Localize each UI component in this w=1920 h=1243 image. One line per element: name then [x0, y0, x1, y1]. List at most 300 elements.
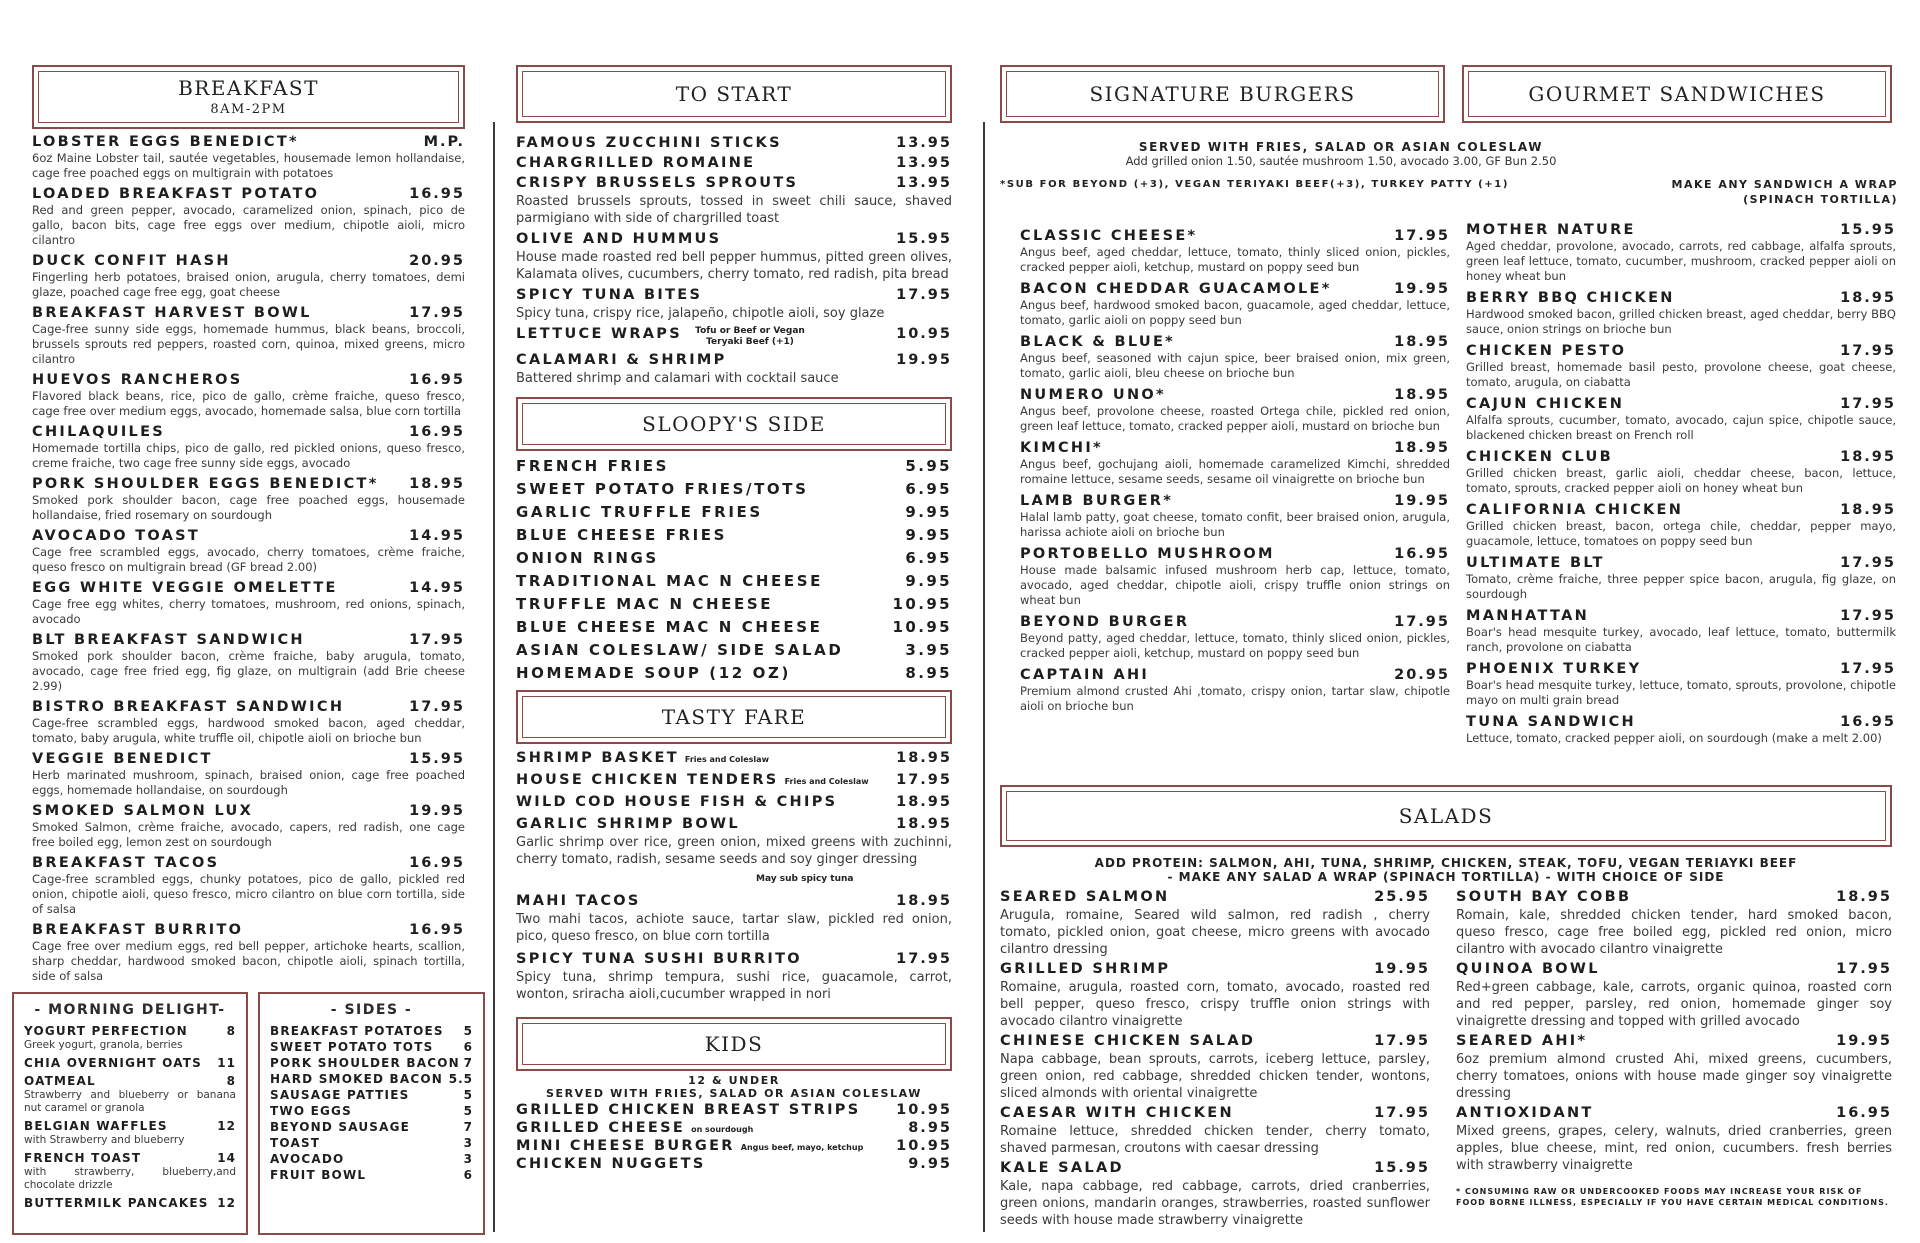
item-left: [32, 751, 213, 767]
item-name: SEARED AHI*: [1456, 1033, 1588, 1049]
item-row: [516, 641, 952, 659]
item-row: [1020, 228, 1450, 244]
item-name: ANTIOXIDANT: [1456, 1105, 1594, 1121]
item-row: [32, 424, 465, 440]
item-description: Boar's head mesquite turkey, avocado, leaf lettuce, tomato, buttermilk ranch, provolone on ciabatta: [1466, 625, 1896, 654]
item-left: [516, 595, 773, 613]
item-row: [1456, 1033, 1892, 1049]
item-description: Beyond patty, aged cheddar, lettuce, tomato, thinly sliced onion, pickles, cracked pepper aioli, ketchup, mustard on poppy seed bun: [1020, 631, 1450, 660]
item-price: 7: [463, 1056, 473, 1070]
item-price: 18.95: [1840, 502, 1896, 518]
item-price: 19.95: [896, 352, 952, 368]
item-price: 17.95: [896, 951, 952, 967]
item-price: 19.95: [409, 803, 465, 819]
item-price: 10.95: [896, 1138, 952, 1154]
item-description: Boar's head mesquite turkey, lettuce, tomato, sprouts, provolone, chipotle mayo on multi grain bread: [1466, 678, 1896, 707]
item-row: [24, 1196, 236, 1210]
item-left: [516, 1120, 753, 1136]
item-left: [24, 1024, 188, 1038]
breakfast-section: [32, 65, 465, 984]
item-name: BREAKFAST HARVEST BOWL: [32, 305, 312, 321]
menu-item: [24, 1024, 236, 1052]
item-name: WILD COD HOUSE FISH & CHIPS: [516, 794, 838, 810]
menu-item: [32, 699, 465, 746]
item-name: OATMEAL: [24, 1074, 96, 1088]
item-row: [32, 134, 465, 150]
item-name: LOBSTER EGGS BENEDICT*: [32, 134, 299, 150]
item-description: Grilled chicken breast, bacon, ortega chile, cheddar, pepper mayo, guacamole, lettuce, tomatoes on poppy seed bun: [1466, 519, 1896, 548]
salads-right-column: [1456, 886, 1892, 1229]
item-description: Romain, kale, shredded chicken tender, hard smoked bacon, queso fresco, cage free boiled egg, pickled red onion, micro cilantro with avocado cilantro vinaigrette: [1456, 908, 1892, 957]
item-row: [270, 1072, 473, 1086]
item-price: 13.95: [896, 155, 952, 171]
sloopys-list: [516, 457, 952, 682]
item-price: 14: [217, 1151, 236, 1165]
item-description: Hardwood smoked bacon, grilled chicken breast, aged cheddar, berry BBQ sauce, onion strings on brioche bun: [1466, 307, 1896, 336]
item-row: [1020, 387, 1450, 403]
item-left: [270, 1088, 409, 1102]
item-row: [1020, 614, 1450, 630]
kids-list: [516, 1102, 952, 1172]
item-price: 18.95: [409, 476, 465, 492]
burger-list: [1020, 222, 1450, 714]
box-title: - SIDES -: [330, 1002, 413, 1018]
item-name: TRUFFLE MAC N CHEESE: [516, 595, 774, 613]
menu-item: [516, 457, 952, 475]
item-left: [1466, 661, 1641, 677]
item-row: [270, 1088, 473, 1102]
salads-section: [1000, 785, 1892, 1229]
menu-item: [1020, 228, 1450, 275]
menu-item: [270, 1168, 473, 1182]
item-price: 9.95: [908, 1156, 952, 1172]
item-row: [270, 1056, 473, 1070]
item-price: 17.95: [896, 287, 952, 303]
item-name: BEYOND SAUSAGE: [270, 1120, 411, 1134]
item-price: 9.95: [905, 503, 952, 521]
item-price: 17.95: [1840, 661, 1896, 677]
item-description: Angus beef, provolone cheese, roasted Ortega chile, pickled red onion, green leaf lettuce, tomato, cracked pepper aioli, mustard on brioche bun: [1020, 404, 1450, 433]
item-description: Angus beef, seasoned with cajun spice, beer braised onion, mix green, tomato, garlic aioli, bleu cheese on brioche bun: [1020, 351, 1450, 380]
item-price: 20.95: [1394, 667, 1450, 683]
burger-sub-row: [1000, 177, 1898, 207]
item-description: Romaine lettuce, shredded chicken tender, cherry tomato, shaved parmesan, croutons with caesar dressing: [1000, 1124, 1430, 1156]
item-price: M.P.: [423, 134, 465, 150]
item-name: PORK SHOULDER EGGS BENEDICT*: [32, 476, 379, 492]
menu-item: [516, 641, 952, 659]
item-name: CRISPY BRUSSELS SPROUTS: [516, 175, 799, 191]
item-left: [24, 1074, 96, 1088]
item-name: TWO EGGS: [270, 1104, 352, 1118]
morning-list: [24, 1024, 236, 1210]
item-name: AVOCADO: [270, 1152, 345, 1166]
menu-item: [270, 1088, 473, 1102]
item-name: FRUIT BOWL: [270, 1168, 367, 1182]
item-name: CHICKEN PESTO: [1466, 343, 1627, 359]
menu-item: [32, 134, 465, 181]
item-row: [32, 253, 465, 269]
item-row: [270, 1152, 473, 1166]
section-title: SIGNATURE BURGERS: [1089, 82, 1356, 106]
menu-item: [24, 1074, 236, 1115]
salads-right-list: [1456, 889, 1892, 1174]
item-left: [1020, 281, 1332, 297]
item-left: [1000, 1105, 1234, 1121]
item-name: TUNA SANDWICH: [1466, 714, 1636, 730]
menu-item: [32, 922, 465, 984]
item-name: CAPTAIN AHI: [1020, 667, 1150, 683]
item-price: 17.95: [1840, 343, 1896, 359]
item-left: [32, 476, 379, 492]
item-name: TRADITIONAL MAC N CHEESE: [516, 572, 823, 590]
item-price: 17.95: [1836, 961, 1892, 977]
item-price: 8: [226, 1074, 236, 1088]
item-note: Angus beef, mayo, ketchup: [740, 1143, 864, 1152]
menu-item: [516, 794, 952, 810]
item-row: [516, 1156, 952, 1172]
item-left: [516, 287, 702, 303]
item-row: [1020, 440, 1450, 456]
item-row: [516, 595, 952, 613]
burgers-sub: *SUB FOR BEYOND (+3), VEGAN TERIYAKI BEEF(+3), TURKEY PATTY (+1): [1000, 179, 1509, 190]
item-name: ASIAN COLESLAW/ SIDE SALAD: [516, 641, 844, 659]
item-name: NUMERO UNO*: [1020, 387, 1166, 403]
item-left: [1466, 343, 1626, 359]
item-name: BLUE CHEESE MAC N CHEESE: [516, 618, 823, 636]
item-left: [1466, 608, 1589, 624]
menu-item: [24, 1151, 236, 1192]
kids-served: SERVED WITH FRIES, SALAD OR ASIAN COLESLAW: [545, 1087, 923, 1100]
item-name: BISTRO BREAKFAST SANDWICH: [32, 699, 345, 715]
section-subtitle: 8AM-2PM: [210, 102, 287, 117]
item-left: [516, 352, 727, 368]
item-price: 13.95: [896, 135, 952, 151]
item-left: [516, 893, 641, 909]
item-price: 18.95: [896, 750, 952, 766]
item-row: [24, 1056, 236, 1070]
item-row: [1466, 343, 1896, 359]
item-row: [32, 305, 465, 321]
item-note: on sourdough: [691, 1125, 754, 1134]
item-row: [1466, 661, 1896, 677]
item-left: [270, 1072, 443, 1086]
item-left: [24, 1119, 168, 1133]
item-description: Smoked pork shoulder bacon, cage free poached eggs, housemade hollandaise, fried rosemary on sourdough: [32, 493, 465, 522]
item-row: [270, 1040, 473, 1054]
menu-item: [1000, 1105, 1430, 1157]
item-row: [1020, 493, 1450, 509]
menu-item: [32, 186, 465, 248]
item-row: [516, 794, 952, 810]
item-price: 17.95: [1374, 1105, 1430, 1121]
item-description: Spicy tuna, shrimp tempura, sushi rice, guacamole, carrot, wonton, sriracha aioli,cucumber wrapped in nori: [516, 970, 952, 1002]
item-left: [516, 1138, 863, 1154]
menu-item: [1466, 449, 1896, 496]
item-row: [270, 1168, 473, 1182]
sandwich-list: [1466, 216, 1896, 746]
item-description: Homemade tortilla chips, pico de gallo, red pickled onions, queso fresco, creme fraiche, two cage free sunny side eggs, avocado: [32, 441, 465, 470]
item-name: CALIFORNIA CHICKEN: [1466, 502, 1684, 518]
item-left: [1020, 228, 1197, 244]
morning-delight-box: [12, 992, 248, 1235]
item-row: [32, 580, 465, 596]
item-left: [1466, 449, 1613, 465]
item-name: KALE SALAD: [1000, 1160, 1124, 1176]
item-left: [270, 1040, 433, 1054]
menu-item: [1466, 343, 1896, 390]
item-left: [270, 1120, 410, 1134]
item-row: [32, 803, 465, 819]
item-left: [516, 1102, 860, 1118]
item-price: 6: [463, 1040, 473, 1054]
item-left: [270, 1168, 366, 1182]
menu-item: [1020, 387, 1450, 434]
item-left: [32, 134, 299, 150]
item-name: MANHATTAN: [1466, 608, 1590, 624]
item-name: SMOKED SALMON LUX: [32, 803, 254, 819]
menu-item: [1456, 889, 1892, 958]
item-description: Fingerling herb potatoes, braised onion, arugula, cherry tomatoes, demi glaze, poached cage free egg, goat cheese: [32, 270, 465, 299]
burgers-addons: Add grilled onion 1.50, sautée mushroom 1.50, avocado 3.00, GF Bun 2.50: [1125, 154, 1557, 168]
item-left: [1456, 1033, 1587, 1049]
item-price: 5.5: [448, 1072, 473, 1086]
item-price: 18.95: [1394, 440, 1450, 456]
item-row: [1020, 667, 1450, 683]
item-row: [516, 816, 952, 832]
menu-item: [32, 424, 465, 471]
item-name: CLASSIC CHEESE*: [1020, 228, 1198, 244]
item-left: [270, 1136, 320, 1150]
item-name: OLIVE AND HUMMUS: [516, 231, 722, 247]
item-price: 5: [463, 1088, 473, 1102]
item-left: [1020, 493, 1173, 509]
item-name: BEYOND BURGER: [1020, 614, 1190, 630]
item-name: BACON CHEDDAR GUACAMOLE*: [1020, 281, 1332, 297]
menu-item: [32, 580, 465, 627]
item-row: [516, 572, 952, 590]
item-name: BLT BREAKFAST SANDWICH: [32, 632, 305, 648]
item-left: [1020, 546, 1275, 562]
item-name: ONION RINGS: [516, 549, 659, 567]
menu-item: [32, 253, 465, 300]
item-row: [32, 476, 465, 492]
item-left: [32, 424, 165, 440]
menu-item: [1466, 502, 1896, 549]
item-description: with Strawberry and blueberry: [24, 1134, 185, 1146]
item-price: 16.95: [409, 186, 465, 202]
item-left: [32, 803, 253, 819]
item-name: ULTIMATE BLT: [1466, 555, 1605, 571]
item-name: HUEVOS RANCHEROS: [32, 372, 243, 388]
salads-columns: [1000, 886, 1892, 1229]
item-left: [24, 1056, 202, 1070]
item-row: [516, 1120, 952, 1136]
item-price: 10.95: [892, 618, 952, 636]
menu-item: [32, 372, 465, 419]
to-start-list: [516, 135, 952, 387]
item-left: [1466, 222, 1636, 238]
menu-item: [1020, 667, 1450, 714]
section-title: SALADS: [1398, 804, 1494, 828]
menu-item: [1466, 661, 1896, 708]
menu-item: [516, 175, 952, 227]
item-name: CHARGRILLED ROMAINE: [516, 155, 756, 171]
item-description: Smoked Salmon, crème fraiche, avocado, capers, red radish, one cage free boiled egg, lemon zest on sourdough: [32, 820, 465, 849]
item-left: [1466, 555, 1605, 571]
item-row: [32, 372, 465, 388]
item-row: [32, 528, 465, 544]
item-left: [1456, 961, 1600, 977]
item-description: Battered shrimp and calamari with cocktail sauce: [516, 371, 839, 386]
menu-item: [1466, 555, 1896, 602]
item-price: 15.95: [1374, 1160, 1430, 1176]
item-description: Premium almond crusted Ahi ,tomato, crispy onion, tartar slaw, chipotle aioli on brioche bun: [1020, 684, 1450, 713]
menu-item: [270, 1024, 473, 1038]
menu-item: [270, 1152, 473, 1166]
menu-item: [24, 1196, 236, 1210]
item-row: [1000, 1105, 1430, 1121]
item-sub-note: May sub spicy tuna: [756, 874, 854, 884]
item-note: Fries and Coleslaw: [684, 755, 769, 764]
item-row: [24, 1074, 236, 1088]
item-price: 14.95: [409, 580, 465, 596]
item-row: [1456, 961, 1892, 977]
item-name: BLUE CHEESE FRIES: [516, 526, 728, 544]
burger-info: [1000, 140, 1898, 207]
item-row: [24, 1119, 236, 1133]
menu-item: [270, 1056, 473, 1070]
tasty-list: [516, 750, 952, 1003]
item-price: 18.95: [1836, 889, 1892, 905]
menu-item: [1466, 396, 1896, 443]
item-description: Alfalfa sprouts, cucumber, tomato, avocado, cajun spice, chipotle sauce, blackened chicken breast on French roll: [1466, 413, 1896, 442]
item-description: Garlic shrimp over rice, green onion, mixed greens with zuchinni, cherry tomato, radish, sesame seeds and soy ginger dressing: [516, 835, 952, 867]
menu-item: [24, 1056, 236, 1070]
item-left: [516, 750, 769, 766]
item-description: Cage free over medium eggs, red bell pepper, artichoke hearts, scallion, sharp cheddar, hardwood smoked bacon, chipotle aioli, spinach tortilla, side of salsa: [32, 939, 465, 983]
menu-item: [1020, 281, 1450, 328]
item-row: [516, 175, 952, 191]
item-row: [1000, 889, 1430, 905]
menu-item: [32, 855, 465, 917]
item-left: [516, 641, 843, 659]
item-price: 15.95: [896, 231, 952, 247]
item-name: LOADED BREAKFAST POTATO: [32, 186, 320, 202]
item-price: 17.95: [1840, 608, 1896, 624]
menu-item: [1020, 493, 1450, 540]
item-price: 17.95: [1394, 614, 1450, 630]
item-row: [1466, 555, 1896, 571]
menu-item: [516, 951, 952, 1003]
item-description: Napa cabbage, bean sprouts, carrots, iceberg lettuce, parsley, green onion, red cabbage, shredded chicken tender, wontons, sliced almonds with oriental vinaigrette: [1000, 1052, 1430, 1101]
item-price: 18.95: [896, 794, 952, 810]
menu-item: [516, 352, 952, 387]
item-description: House made balsamic infused mushroom herb cap, lettuce, tomato, avocado, aged cheddar, chipotle aioli, crispy truffle onion strings on wheat bun: [1020, 563, 1450, 607]
menu-item: [1456, 1105, 1892, 1174]
item-name: HOUSE CHICKEN TENDERS: [516, 772, 779, 788]
item-left: [1020, 387, 1166, 403]
section-title: KIDS: [704, 1032, 764, 1056]
item-price: 17.95: [409, 305, 465, 321]
item-description: with strawberry, blueberry,and chocolate drizzle: [24, 1166, 236, 1191]
item-left: [270, 1056, 460, 1070]
item-description: Angus beef, gochujang aioli, homemade caramelized Kimchi, shredded romaine lettuce, sesame seeds, sesame oil vinaigrette on brioche bun: [1020, 457, 1450, 486]
menu-item: [516, 595, 952, 613]
item-price: 13.95: [896, 175, 952, 191]
menu-item: [516, 1138, 952, 1154]
item-description: House made roasted red bell pepper hummus, pitted green olives, Kalamata olives, cucumbers, cherry tomato, red radish, pita bread: [516, 250, 952, 282]
burgers-served: SERVED WITH FRIES, SALAD OR ASIAN COLESLAW: [1138, 140, 1544, 154]
item-row: [516, 772, 952, 788]
item-left: [270, 1024, 444, 1038]
item-description: Greek yogurt, granola, berries: [24, 1039, 183, 1051]
item-left: [516, 526, 727, 544]
item-name: MINI CHEESE BURGER: [516, 1138, 735, 1154]
item-price: 12: [217, 1196, 236, 1210]
menu-item: [516, 326, 952, 348]
item-row: [1466, 290, 1896, 306]
item-price: 17.95: [409, 699, 465, 715]
menu-item: [1020, 614, 1450, 661]
item-name: CHIA OVERNIGHT OATS: [24, 1056, 203, 1070]
burgers-column: [1000, 65, 1445, 123]
item-left: [270, 1104, 352, 1118]
item-name: EGG WHITE VEGGIE OMELETTE: [32, 580, 338, 596]
item-left: [516, 1156, 706, 1172]
item-price: 8.95: [908, 1120, 952, 1136]
item-left: [1456, 889, 1631, 905]
item-price: 5.95: [905, 457, 952, 475]
item-description: Roasted brussels sprouts, tossed in sweet chili sauce, shaved parmigiano with side of chargrilled toast: [516, 194, 952, 226]
item-row: [270, 1136, 473, 1150]
item-name: SHRIMP BASKET: [516, 750, 679, 766]
item-name: PORTOBELLO MUSHROOM: [1020, 546, 1275, 562]
item-row: [516, 326, 952, 348]
menu-item: [32, 476, 465, 523]
item-description: Two mahi tacos, achiote sauce, tartar slaw, pickled red onion, pico, queso fresco, on blue corn tortilla: [516, 912, 952, 944]
item-name: PHOENIX TURKEY: [1466, 661, 1642, 677]
item-description: Romaine, arugula, roasted corn, tomato, avocado, roasted red bell pepper, queso fresco, crispy truffle onion strings with avocado cilantro vinaigrette: [1000, 980, 1430, 1029]
item-price: 17.95: [409, 632, 465, 648]
item-left: [24, 1196, 209, 1210]
item-left: [516, 155, 755, 171]
item-row: [1456, 1105, 1892, 1121]
item-row: [32, 186, 465, 202]
item-row: [32, 751, 465, 767]
item-row: [1000, 1033, 1430, 1049]
item-description: Halal lamb patty, goat cheese, tomato confit, beer braised onion, arugula, harissa achiote aioli on brioche bun: [1020, 510, 1450, 539]
item-description: Strawberry and blueberry or banana nut caramel or granola: [24, 1089, 236, 1114]
salads-left-list: [1000, 886, 1430, 1229]
menu-item: [1466, 714, 1896, 746]
item-name: TOAST: [270, 1136, 321, 1150]
menu-item: [516, 816, 952, 887]
item-left: [1000, 961, 1170, 977]
item-name: CHILAQUILES: [32, 424, 166, 440]
item-left: [1020, 334, 1175, 350]
menu-item: [516, 618, 952, 636]
item-description: Mixed greens, grapes, celery, walnuts, dried cranberries, green apples, blue cheese, mint, red onion, cucumbers. fresh berries with strawberry vinaigrette: [1456, 1124, 1892, 1173]
menu-item: [516, 572, 952, 590]
item-name: MOTHER NATURE: [1466, 222, 1636, 238]
menu-item: [1466, 290, 1896, 337]
salads-wrap: - MAKE ANY SALAD A WRAP (SPINACH TORTILLA) - WITH CHOICE OF SIDE: [1167, 870, 1725, 884]
item-price: 19.95: [1374, 961, 1430, 977]
item-price: 6.95: [905, 549, 952, 567]
item-price: 18.95: [1840, 449, 1896, 465]
item-name: SAUSAGE PATTIES: [270, 1088, 410, 1102]
sandwich-wrap: MAKE ANY SANDWICH A WRAP (SPINACH TORTILLA): [1671, 178, 1898, 206]
